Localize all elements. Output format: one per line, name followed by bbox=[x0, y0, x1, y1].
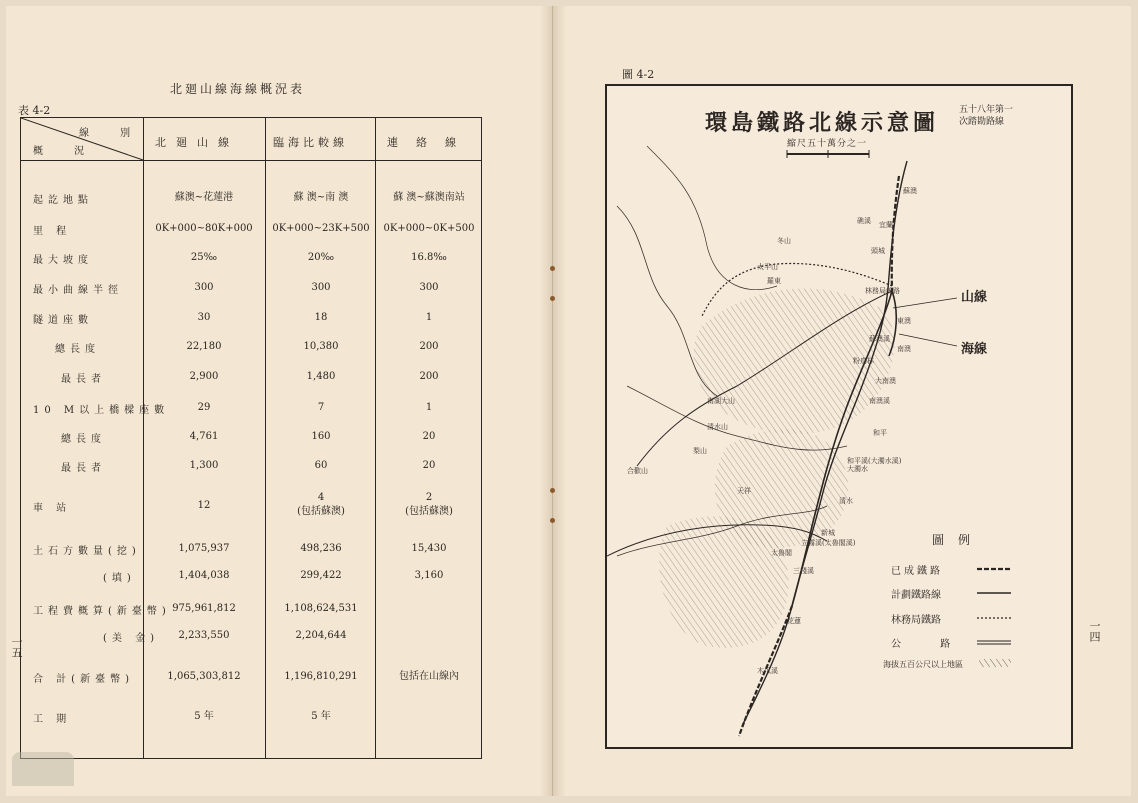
table-cell: 160 bbox=[311, 431, 331, 442]
table-cell: 12 bbox=[197, 500, 211, 511]
table-cell: 2 (包括蘇澳) bbox=[405, 492, 453, 517]
binding-hole bbox=[550, 518, 555, 523]
row-label: 里 程 bbox=[33, 226, 72, 237]
table-cell: 498,236 bbox=[300, 543, 342, 554]
table-cell: 蘇澳~花蓮港 bbox=[174, 192, 234, 203]
table-cell: 0K+000~0K+500 bbox=[383, 223, 475, 234]
place-label: 木瓜溪 bbox=[757, 667, 778, 675]
corner-bottom-label: 概 況 bbox=[33, 146, 99, 157]
table-cell: 200 bbox=[419, 341, 439, 352]
row-label: 最長者 bbox=[61, 463, 106, 474]
table-cell: 60 bbox=[314, 460, 328, 471]
table-label: 表 4-2 bbox=[18, 104, 51, 117]
legend-item: 林務局鐵路 bbox=[891, 615, 941, 626]
table-cell: 1,196,810,291 bbox=[284, 671, 358, 682]
column-divider bbox=[143, 118, 144, 758]
callout-leader bbox=[893, 298, 957, 308]
table-cell: 4,761 bbox=[189, 431, 219, 442]
row-label: 土石方數量(挖) bbox=[33, 546, 141, 557]
legend-item: 計劃鐵路線 bbox=[891, 590, 941, 601]
railway-map bbox=[605, 84, 1073, 749]
corner-top-label: 線 別 bbox=[79, 128, 145, 139]
table-cell: 0K+000~23K+500 bbox=[272, 223, 370, 234]
table-cell: 1,300 bbox=[189, 460, 219, 471]
column-header: 北廻山線 bbox=[155, 136, 239, 149]
row-label: 隧道座數 bbox=[33, 315, 93, 326]
place-label: 蘇澳溪 bbox=[869, 335, 890, 343]
highland-area bbox=[659, 516, 788, 648]
column-divider bbox=[375, 118, 376, 758]
table-cell: 30 bbox=[197, 312, 211, 323]
row-label: 工程費概算(新臺幣) bbox=[33, 606, 171, 617]
table-cell: 29 bbox=[197, 402, 211, 413]
map-drawing bbox=[607, 86, 1071, 747]
place-label: 林務局線路 bbox=[865, 287, 900, 295]
map-scale-label: 縮尺五十萬分之一 bbox=[787, 139, 868, 149]
binding-hole bbox=[550, 488, 555, 493]
row-label: 最大坡度 bbox=[33, 255, 93, 266]
place-label: 粉鳥林 bbox=[853, 357, 874, 365]
legend-item: 公 路 bbox=[891, 639, 969, 650]
table-cell: 20 bbox=[422, 460, 436, 471]
place-label: 立霧溪(太魯閣溪) bbox=[801, 539, 856, 547]
place-label: 南湖大山 bbox=[707, 397, 735, 405]
legend-title: 圖例 bbox=[932, 533, 985, 547]
row-label: 車 站 bbox=[33, 503, 72, 514]
legend-item: 海拔五百公尺以上地區 bbox=[883, 660, 963, 669]
table-cell: 18 bbox=[314, 312, 328, 323]
table-cell: 300 bbox=[194, 282, 214, 293]
row-label: 最長者 bbox=[61, 374, 106, 385]
table-cell: 1,108,624,531 bbox=[284, 603, 358, 614]
row-label: (美 金) bbox=[103, 633, 159, 644]
place-label: 宜蘭 bbox=[879, 221, 893, 229]
table-cell: 200 bbox=[419, 371, 439, 382]
legend-item: 已成鐵路 bbox=[891, 566, 943, 577]
table-cell: 16.8‰ bbox=[411, 252, 447, 263]
place-label: 冬山 bbox=[777, 237, 791, 245]
table-cell: 1,075,937 bbox=[178, 543, 230, 554]
place-label: 新城 bbox=[821, 529, 835, 537]
table-cell: 2,900 bbox=[189, 371, 219, 382]
place-label: 清水 bbox=[839, 497, 853, 505]
table-cell: 299,422 bbox=[300, 570, 342, 581]
place-label: 礁溪 bbox=[857, 217, 871, 225]
binding-hole bbox=[550, 266, 555, 271]
place-label: 羅東 bbox=[767, 277, 781, 285]
table-cell: 2,233,550 bbox=[178, 630, 230, 641]
place-label: 清水山 bbox=[707, 423, 728, 431]
table-cell: 22,180 bbox=[186, 341, 222, 352]
table-cell: 蘇 澳~南 澳 bbox=[293, 192, 349, 203]
library-stamp bbox=[12, 752, 74, 786]
overview-table bbox=[20, 117, 482, 759]
row-label: (填) bbox=[103, 573, 136, 584]
mountain-line-callout: 山線 bbox=[961, 290, 988, 305]
table-cell: 包括在山線內 bbox=[399, 671, 459, 682]
place-label: 頭城 bbox=[871, 247, 885, 255]
table-cell: 1 bbox=[425, 402, 433, 413]
place-label: 大南澳 bbox=[875, 377, 896, 385]
place-label: 南澳溪 bbox=[869, 397, 890, 405]
place-label: 大濁水 bbox=[847, 465, 868, 473]
row-label: 合 計(新臺幣) bbox=[33, 674, 134, 685]
place-label: 花蓮 bbox=[787, 617, 801, 625]
table-title: 北廻山線海線概況表 bbox=[170, 82, 306, 96]
column-header: 連絡線 bbox=[387, 136, 474, 149]
table-cell: 蘇 澳~蘇澳南站 bbox=[393, 192, 465, 203]
table-cell: 1,404,038 bbox=[178, 570, 230, 581]
place-label: 梨山 bbox=[693, 447, 707, 455]
table-cell: 10,380 bbox=[303, 341, 339, 352]
table-cell: 20 bbox=[422, 431, 436, 442]
figure-label: 圖 4-2 bbox=[622, 68, 655, 81]
table-cell: 15,430 bbox=[411, 543, 447, 554]
table-cell: 975,961,812 bbox=[172, 603, 236, 614]
book-gutter bbox=[540, 6, 566, 796]
table-cell: 20‰ bbox=[307, 252, 335, 263]
place-label: 南澳 bbox=[897, 345, 911, 353]
place-label: 三棧溪 bbox=[793, 567, 814, 575]
existing-railway bbox=[892, 176, 899, 291]
table-cell: 3,160 bbox=[414, 570, 444, 581]
table-cell: 4 (包括蘇澳) bbox=[297, 492, 345, 517]
sea-line-callout: 海線 bbox=[961, 342, 988, 357]
table-cell: 300 bbox=[311, 282, 331, 293]
table-cell: 2,204,644 bbox=[295, 630, 347, 641]
row-label: 總長度 bbox=[55, 344, 100, 355]
legend-swatch-highland bbox=[979, 659, 1011, 667]
row-label: 10 M以上橋樑座數 bbox=[33, 405, 170, 416]
table-cell: 5 年 bbox=[194, 711, 214, 722]
table-cell: 300 bbox=[419, 282, 439, 293]
table-cell: 1 bbox=[425, 312, 433, 323]
place-label: 合歡山 bbox=[627, 467, 648, 475]
table-cell: 7 bbox=[317, 402, 325, 413]
place-label: 天祥 bbox=[737, 487, 751, 495]
table-cell: 5 年 bbox=[311, 711, 331, 722]
page-number-right: 一四 bbox=[1088, 620, 1101, 642]
place-label: 東澳 bbox=[897, 317, 911, 325]
page-number-left: 一五 bbox=[10, 636, 23, 658]
binding-hole bbox=[550, 296, 555, 301]
place-label: 太平山 bbox=[757, 263, 778, 271]
row-label: 總長度 bbox=[61, 434, 106, 445]
row-label: 工 期 bbox=[33, 714, 72, 725]
place-label: 蘇澳 bbox=[903, 187, 917, 195]
map-note: 五十八年第一次踏勘路線 bbox=[959, 105, 1014, 127]
table-cell: 25‰ bbox=[190, 252, 218, 263]
place-label: 太魯閣 bbox=[771, 549, 792, 557]
row-label: 最小曲線半徑 bbox=[33, 285, 123, 296]
place-label: 和平溪(大濁水溪) bbox=[847, 457, 902, 465]
column-header: 臨海比較線 bbox=[273, 136, 348, 149]
column-divider bbox=[265, 118, 266, 758]
table-cell: 0K+000~80K+000 bbox=[155, 223, 253, 234]
row-label: 起訖地點 bbox=[33, 195, 93, 206]
table-cell: 1,065,303,812 bbox=[167, 671, 241, 682]
map-title: 環島鐵路北線示意圖 bbox=[705, 110, 940, 136]
table-cell: 1,480 bbox=[306, 371, 336, 382]
place-label: 和平 bbox=[873, 429, 887, 437]
